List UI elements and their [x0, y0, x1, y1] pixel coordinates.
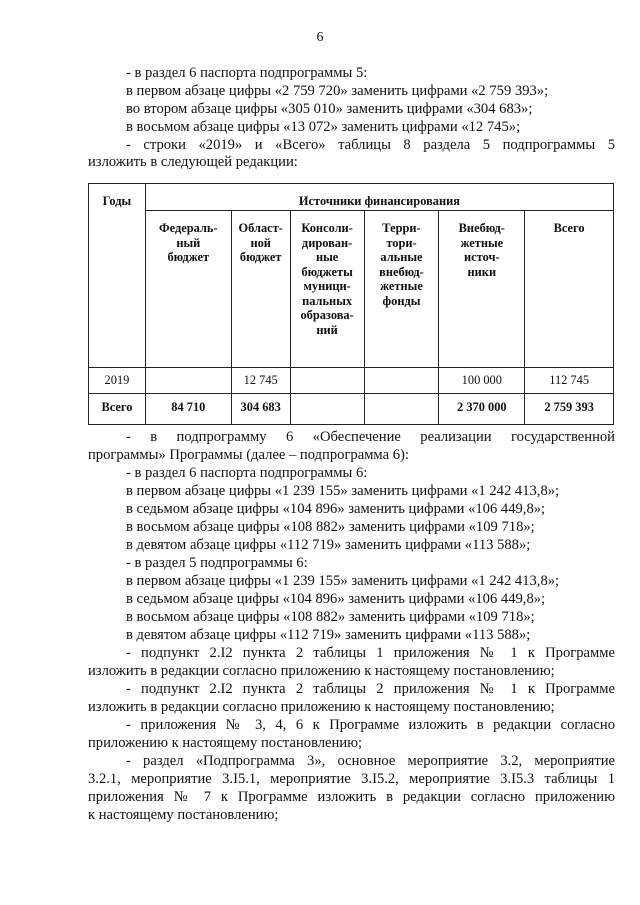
- body-line: в первом абзаце цифры «1 239 155» заменить цифрами «1 242 413,8»;: [126, 483, 560, 499]
- body-line: приложения № 7 к Программе изложить в редакции согласно приложению: [88, 789, 615, 805]
- page-number: 6: [316, 30, 324, 45]
- body-line: - подпункт 2.I2 пункта 2 таблицы 1 приложения № 1 к Программе: [126, 645, 615, 661]
- table-row: [89, 394, 614, 425]
- body-line: в первом абзаце цифры «1 239 155» заменить цифрами «1 242 413,8»;: [126, 573, 560, 589]
- body-line: в девятом абзаце цифры «112 719» заменить цифрами «113 588»;: [126, 537, 531, 553]
- body-line: в восьмом абзаце цифры «108 882» заменить цифрами «109 718»;: [126, 519, 535, 535]
- intro-line: - в раздел 6 паспорта подпрограммы 5:: [126, 65, 368, 81]
- header-regional: Област- ной бюджет: [231, 211, 290, 368]
- body-line: в восьмом абзаце цифры «108 882» заменить цифрами «109 718»;: [126, 609, 535, 625]
- cell-extrabudget: 2 370 000: [439, 394, 525, 425]
- header-extrabudget: Внебюд- жетные источ- ники: [439, 211, 525, 368]
- header-sources: Источники финансирования: [145, 184, 613, 211]
- cell-regional: 304 683: [231, 394, 290, 425]
- intro-line: в первом абзаце цифры «2 759 720» заменить цифрами «2 759 393»;: [126, 83, 549, 99]
- cell-municipal: [290, 368, 364, 394]
- cell-federal: 84 710: [145, 394, 231, 425]
- cell-total: 2 759 393: [525, 394, 614, 425]
- body-line: в седьмом абзаце цифры «104 896» заменить цифрами «106 449,8»;: [126, 591, 546, 607]
- intro-line: в восьмом абзаце цифры «13 072» заменить цифрами «12 745»;: [126, 119, 521, 135]
- financing-table: [88, 183, 614, 425]
- cell-territorial: [364, 394, 439, 425]
- body-line: - приложения № 3, 4, 6 к Программе изложить в редакции согласно: [126, 717, 615, 733]
- cell-total: 112 745: [525, 368, 614, 394]
- header-federal: Федераль- ный бюджет: [145, 211, 231, 368]
- header-municipal: Консоли- дирован- ные бюджеты муници- пальных образова- ний: [290, 211, 364, 368]
- body-line: - в раздел 5 подпрограммы 6:: [126, 555, 308, 571]
- body-line: - в раздел 6 паспорта подпрограммы 6:: [126, 465, 368, 481]
- table-row: [89, 368, 614, 394]
- header-territorial: Терри- тори- альные внебюд- жетные фонды: [364, 211, 439, 368]
- intro-line: изложить в следующей редакции:: [88, 154, 298, 170]
- body-line: в девятом абзаце цифры «112 719» заменить цифрами «113 588»;: [126, 627, 531, 643]
- body-line: приложению к настоящему постановлению;: [88, 735, 363, 751]
- body-line: в седьмом абзаце цифры «104 896» заменить цифрами «106 449,8»;: [126, 501, 546, 517]
- cell-municipal: [290, 394, 364, 425]
- cell-federal: [145, 368, 231, 394]
- body-line: программы» Программы (далее – подпрограмма 6):: [88, 447, 409, 463]
- body-line: 3.2.1, мероприятие 3.I5.1, мероприятие 3.I5.2, мероприятие 3.I5.3 таблицы 1: [88, 771, 615, 787]
- body-line: - подпункт 2.I2 пункта 2 таблицы 2 приложения № 1 к Программе: [126, 681, 615, 697]
- body-line: - в подпрограмму 6 «Обеспечение реализации государственной: [126, 429, 615, 445]
- cell-regional: 12 745: [231, 368, 290, 394]
- cell-year: 2019: [89, 368, 146, 394]
- header-years: Годы: [89, 184, 146, 368]
- intro-line: - строки «2019» и «Всего» таблицы 8 раздела 5 подпрограммы 5: [126, 137, 615, 153]
- cell-extrabudget: 100 000: [439, 368, 525, 394]
- body-line: изложить в редакции согласно приложению к настоящему постановлению;: [88, 699, 555, 715]
- cell-year: Всего: [89, 394, 146, 425]
- body-line: - раздел «Подпрограмма 3», основное мероприятие 3.2, мероприятие: [126, 753, 615, 769]
- intro-line: во втором абзаце цифры «305 010» заменить цифрами «304 683»;: [126, 101, 533, 117]
- cell-territorial: [364, 368, 439, 394]
- header-total: Всего: [525, 211, 614, 368]
- body-line: к настоящему постановлению;: [88, 807, 279, 823]
- body-line: изложить в редакции согласно приложению к настоящему постановлению;: [88, 663, 555, 679]
